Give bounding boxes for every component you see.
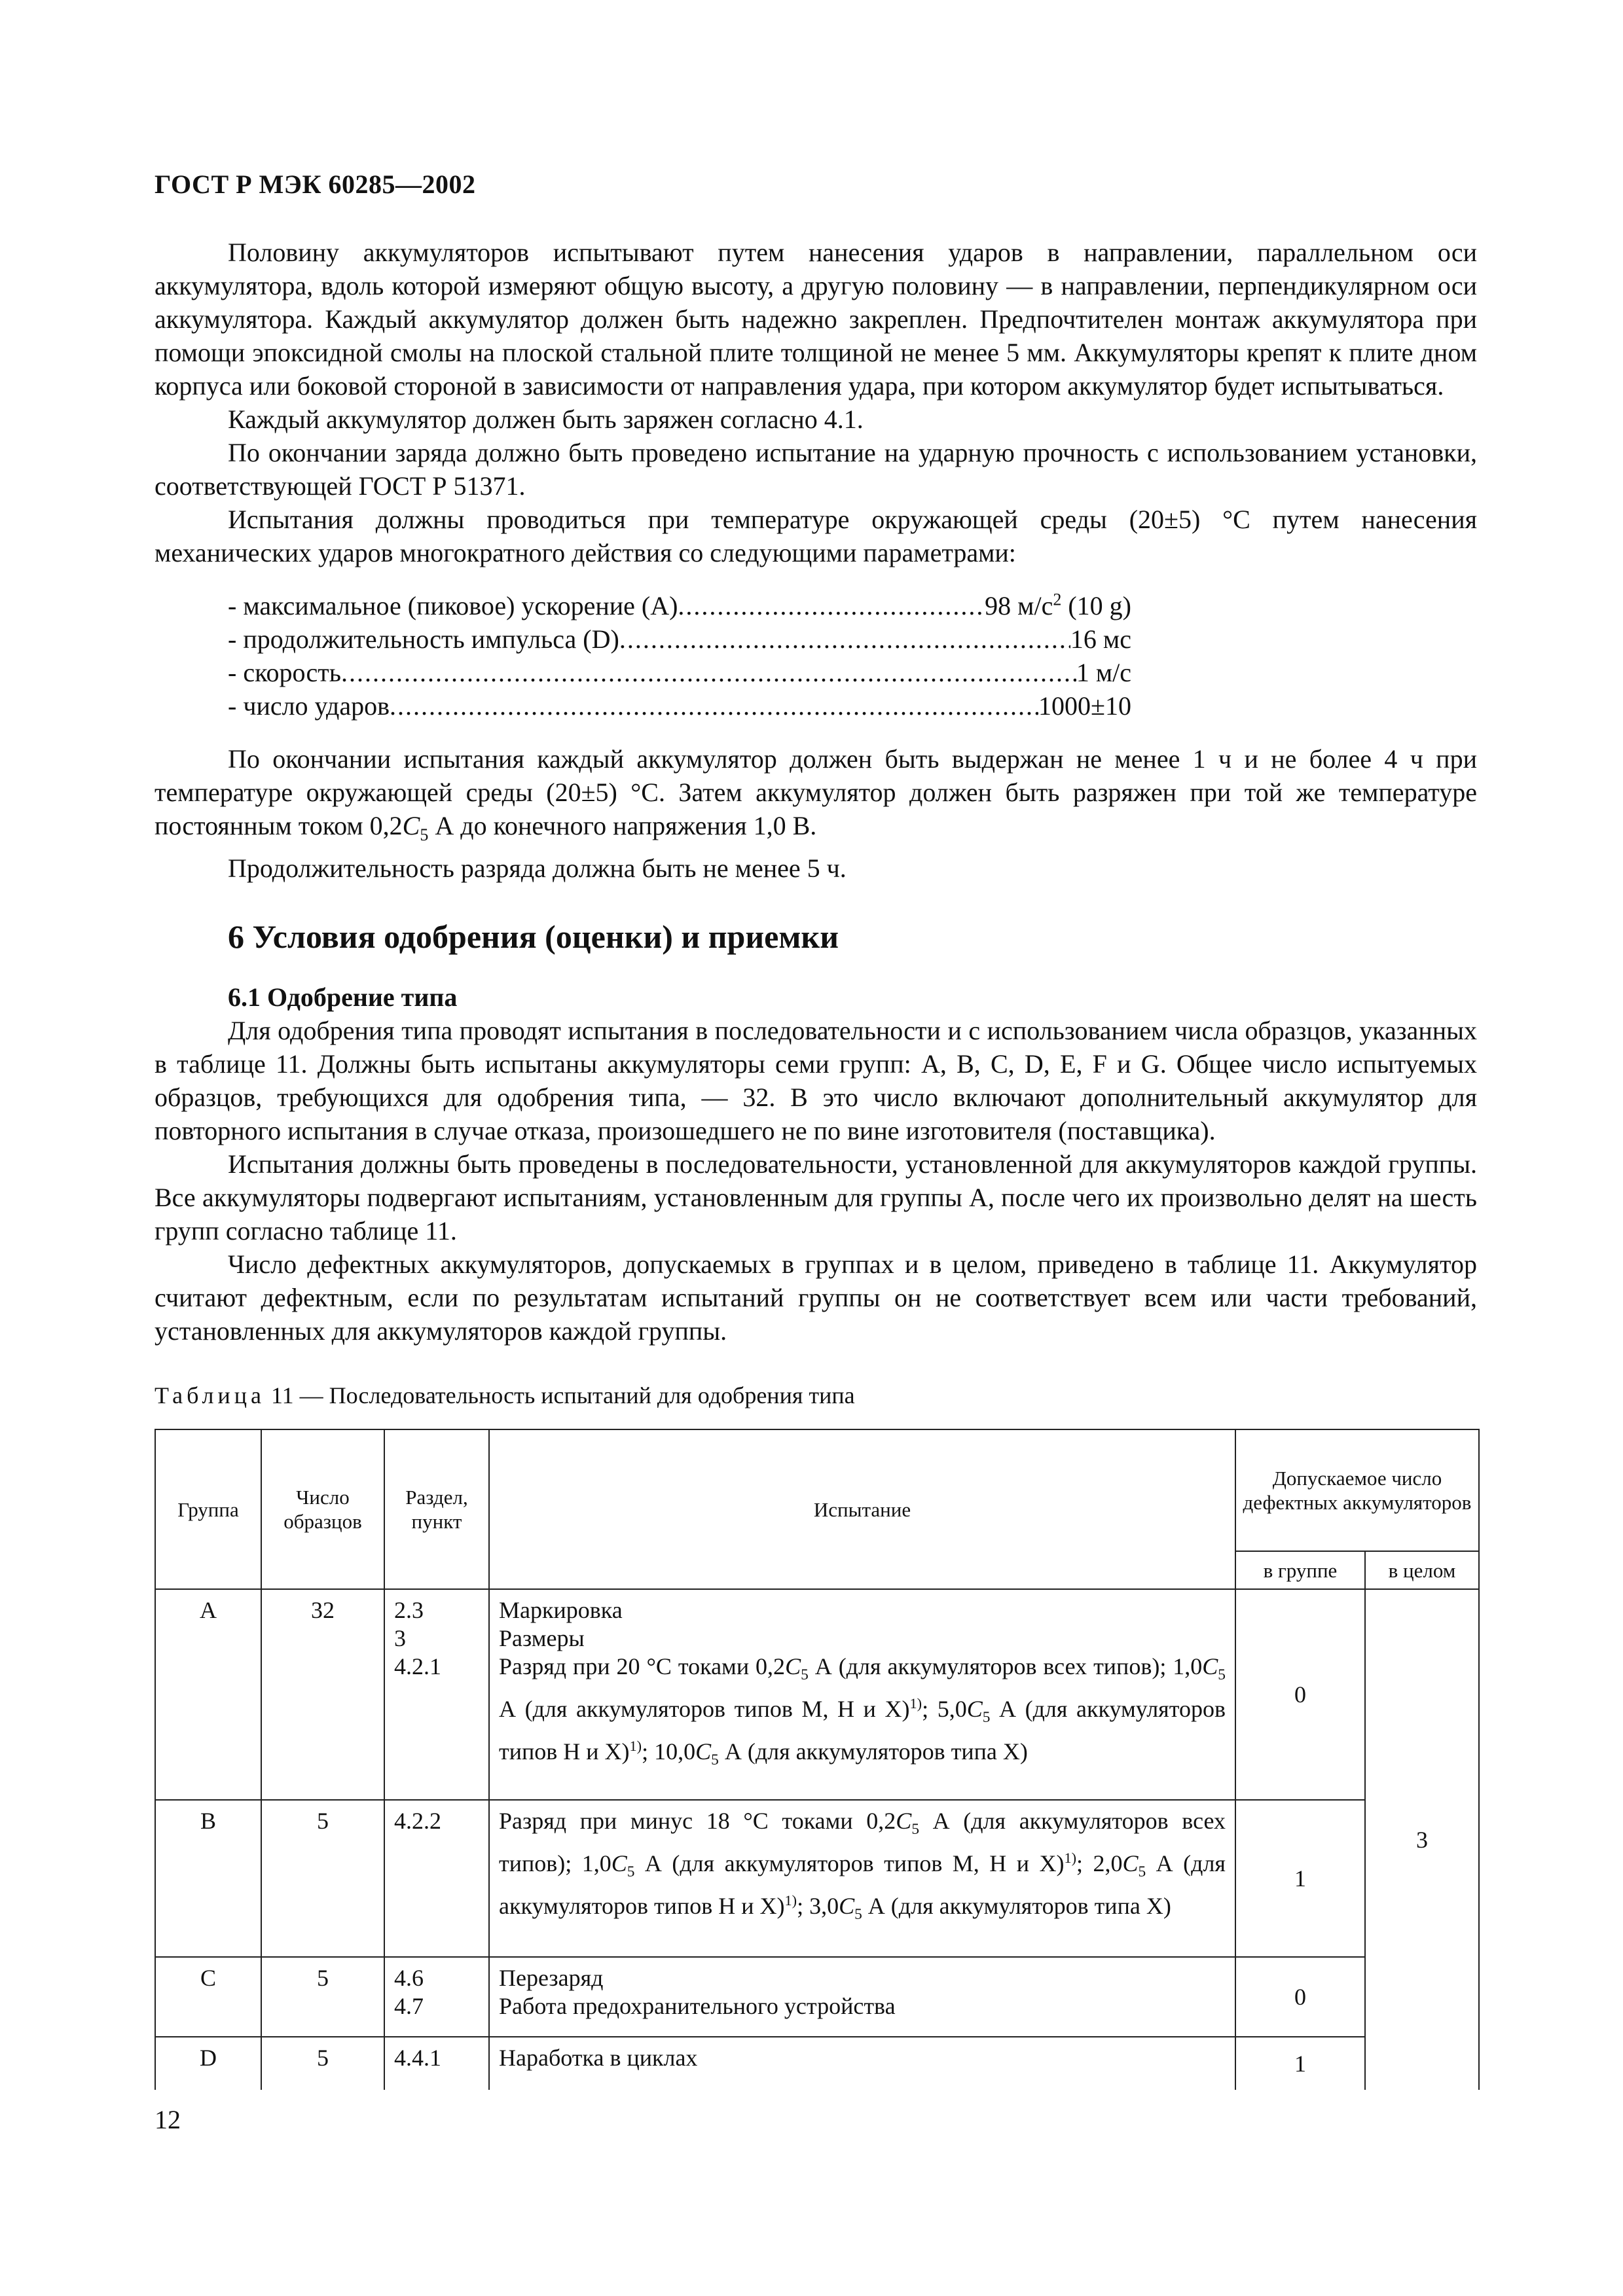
section-heading: 6 Условия одобрения (оценки) и приемки <box>228 918 839 955</box>
paragraph: Продолжительность разряда должна быть не менее 5 ч. <box>228 853 847 883</box>
table-body <box>155 1589 1479 2090</box>
leader-dots <box>341 656 1076 689</box>
cell-in-group: 0 <box>1235 1589 1365 1800</box>
cell-in-group: 1 <box>1235 2037 1365 2090</box>
parameter-label: - число ударов <box>228 691 390 721</box>
cell-group: С <box>155 1957 261 2037</box>
table-row <box>155 2037 1479 2090</box>
cell-samples: 32 <box>261 1589 384 1800</box>
paragraph: Число дефектных аккумуляторов, допускаемых в группах и в целом, приведено в таблице 11. Аккумулятор считают дефектным, если по результатам испытаний группы он не соответствует всем или части требований, установленных для аккумуляторов каждой группы. <box>155 1249 1477 1346</box>
cell-samples: 5 <box>261 2037 384 2090</box>
header-in-group: в группе <box>1235 1551 1365 1589</box>
subsection-heading: 6.1 Одобрение типа <box>228 982 458 1012</box>
table-row <box>155 1800 1479 1957</box>
cell-total: 3 <box>1365 1589 1479 2090</box>
table-caption <box>155 1380 1477 1410</box>
paragraph: Половину аккумуляторов испытывают путем нанесения ударов в направлении, параллельном оси аккумулятора, вдоль которой измеряют общую высоту, а другую половину — в направлении, перпендикулярном оси аккумулятора. Каждый аккумулятор должен быть надежно закреплен. Предпочтителен монтаж аккумулятора при помощи эпоксидной смолы на плоской стальной плите толщиной не менее 5 мм. Аккумуляторы крепят к плите дном корпуса или боковой стороной в зависимости от направления удара, при котором аккумулятор будет испытываться. <box>155 238 1477 401</box>
parameter-row <box>228 656 1131 689</box>
header-defects: Допускаемое число дефектных аккумуляторов <box>1235 1429 1479 1551</box>
parameter-label: - скорость <box>228 658 341 687</box>
cell-test: Наработка в циклах <box>489 2037 1235 2090</box>
running-header: ГОСТ Р МЭК 60285—2002 <box>155 170 476 199</box>
cell-clause: 4.6 4.7 <box>384 1957 489 2037</box>
paragraph: Испытания должны проводиться при температуре окружающей среды (20±5) °С путем нанесения механических ударов многократного действия со следующими параметрами: <box>155 505 1477 567</box>
parameter-row <box>228 589 1131 622</box>
header-group: Группа <box>155 1429 261 1589</box>
cell-test: Разряд при минус 18 °С токами $0,2C_5$ А (для аккумуляторов всех типов); $1,0C_5$ А (для аккумуляторов типов М, Н и Х)$^{1)}$; $2,0C_5$ А (для аккумуляторов типов Н и Х)$^{1)}$; $3,0C_5$ А (для аккумуляторов типа Х) <box>489 1800 1235 1957</box>
parameter-row <box>228 622 1131 656</box>
test-parameters-list <box>228 589 1477 723</box>
table-row <box>155 1957 1479 2037</box>
paragraph: Каждый аккумулятор должен быть заряжен согласно 4.1. <box>228 404 864 434</box>
parameter-value: 1 м/с <box>1076 658 1131 687</box>
parameter-value: 98 $м/с^2$ (10 g) <box>985 590 1131 620</box>
parameter-value: 1000±10 <box>1038 691 1131 721</box>
cell-test: Перезаряд Работа предохранительного устройства <box>489 1957 1235 2037</box>
cell-group: А <box>155 1589 261 1800</box>
leader-dots <box>390 689 1038 723</box>
paragraph: По окончании заряда должно быть проведено испытание на ударную прочность с использованием установки, соответствующей ГОСТ Р 51371. <box>155 438 1477 501</box>
cell-clause: 2.3 3 4.2.1 <box>384 1589 489 1800</box>
leader-dots <box>678 589 985 622</box>
paragraph: По окончании испытания каждый аккумулятор должен быть выдержан не менее 1 ч и не более 4 ч при температуре окружающей среды (20±5) °С. Затем аккумулятор должен быть разряжен при той же температуре постоянным током $0,2C_5$ А до конечного напряжения 1,0 В. <box>155 744 1477 844</box>
cell-clause: 4.4.1 <box>384 2037 489 2090</box>
test-sequence-table <box>155 1429 1480 2090</box>
cell-in-group: 1 <box>1235 1800 1365 1957</box>
header-samples: Число образцов <box>261 1429 384 1589</box>
paragraph: Испытания должны быть проведены в последовательности, установленной для аккумуляторов каждой группы. Все аккумуляторы подвергают испытаниям, установленным для группы А, после чего их произвольно делят на шесть групп согласно таблице 11. <box>155 1149 1477 1246</box>
cell-clause: 4.2.2 <box>384 1800 489 1957</box>
cell-group: D <box>155 2037 261 2090</box>
cell-samples: 5 <box>261 1800 384 1957</box>
leader-dots <box>619 622 1070 656</box>
cell-samples: 5 <box>261 1957 384 2037</box>
table-caption-prefix: Таблица <box>155 1382 265 1408</box>
paragraph: Для одобрения типа проводят испытания в последовательности и с использованием числа образцов, указанных в таблице 11. Должны быть испытаны аккумуляторы семи групп: А, В, С, D, Е, F и G. Общее число испытуемых образцов, требующихся для одобрения типа, — 32. В это число включают дополнительный аккумулятор для повторного испытания в случае отказа, произошедшего не по вине изготовителя (поставщика). <box>155 1016 1477 1145</box>
parameter-label: - продолжительность импульса (D) <box>228 624 619 654</box>
parameter-value: 16 мс <box>1070 624 1131 654</box>
cell-test: Маркировка Размеры Разряд при 20 °С токами $0,2C_5$ А (для аккумуляторов всех типов); $1,0C_5$ А (для аккумуляторов типов М, Н и Х)$^{1)}$; $5,0C_5$ А (для аккумуляторов типов Н и Х)$^{1)}$; $10,0C_5$ А (для аккумуляторов типа Х) <box>489 1589 1235 1800</box>
parameter-row <box>228 689 1131 723</box>
page-number: 12 <box>155 2105 181 2134</box>
page-content <box>155 236 1477 2090</box>
cell-in-group: 0 <box>1235 1957 1365 2037</box>
table-caption-text: 11 — Последовательность испытаний для одобрения типа <box>264 1382 855 1408</box>
header-total: в целом <box>1365 1551 1479 1589</box>
cell-group: В <box>155 1800 261 1957</box>
header-test: Испытание <box>489 1429 1235 1589</box>
parameter-label: - максимальное (пиковое) ускорение (А) <box>228 591 678 620</box>
header-clause: Раздел, пункт <box>384 1429 489 1589</box>
table-row <box>155 1589 1479 1800</box>
